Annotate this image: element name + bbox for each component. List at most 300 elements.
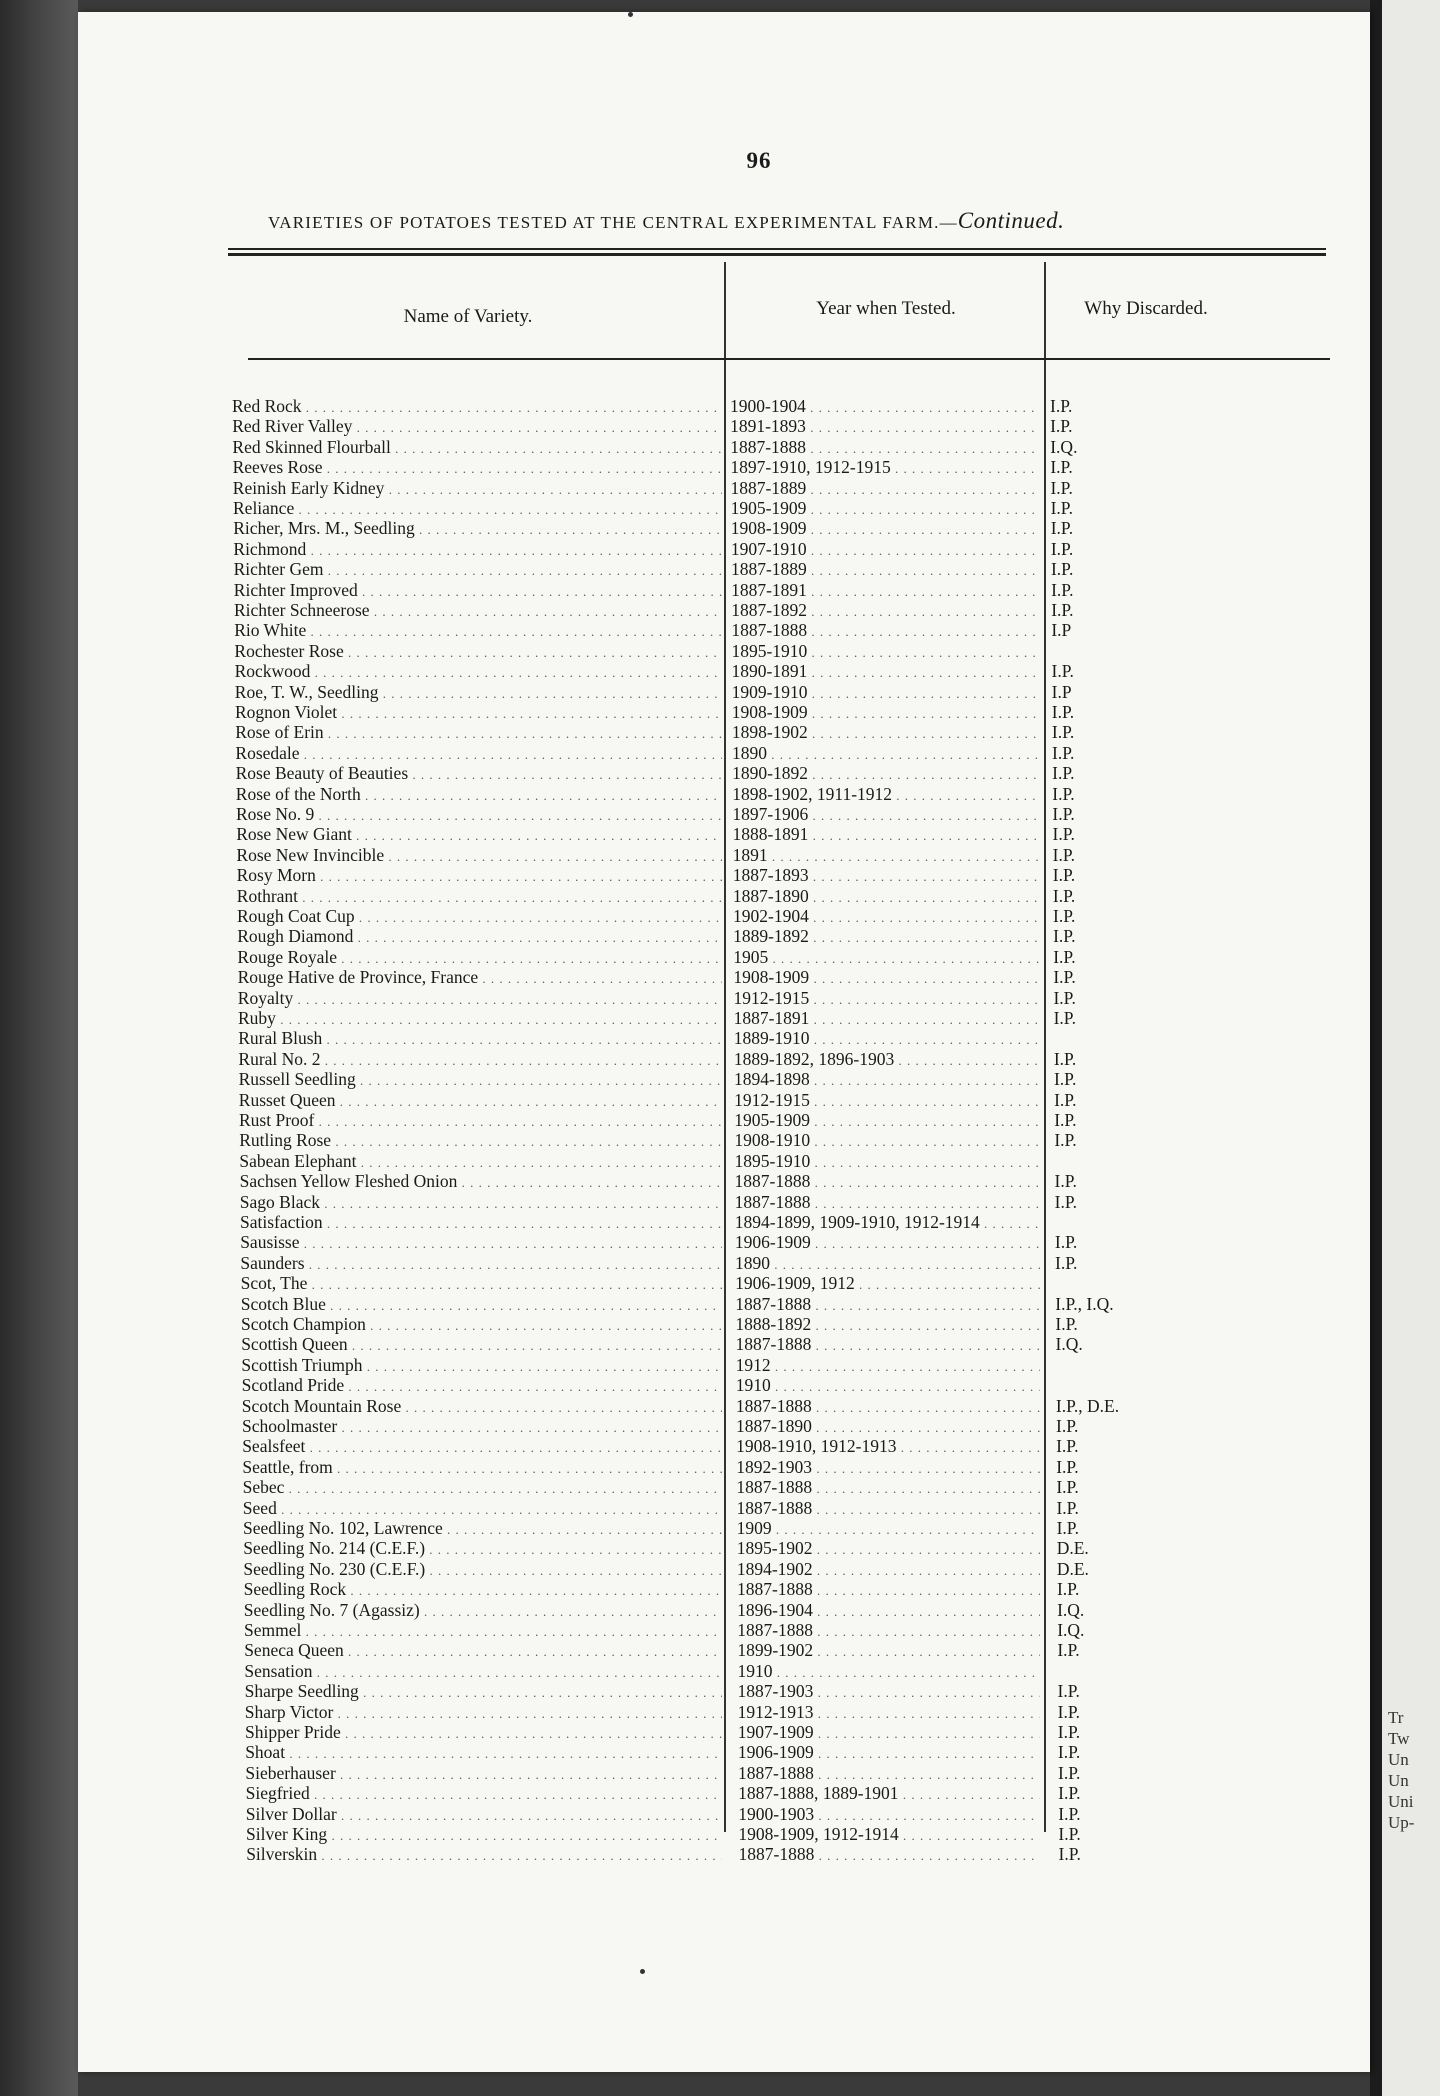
year-tested: 1898-1902, 1911-1912 . . . [732,784,1040,806]
variety-name: Scottish Triumph . . . [241,1355,722,1377]
table-row [78,1498,1370,1518]
why-discarded: I.Q. [1057,1620,1085,1640]
year-tested: 1908-1909 . . . [732,702,1040,724]
table-row [78,518,1370,538]
why-discarded: I.P [1051,681,1072,702]
year-tested: 1906-1909 . . . [738,1742,1040,1764]
speck [640,1969,645,1974]
table-row [78,1681,1370,1701]
year-tested: 1905-1909 . . . [734,1110,1040,1132]
why-discarded: I.Q. [1050,436,1078,457]
why-discarded: I.P., I.Q. [1055,1293,1114,1314]
table-row [78,641,1370,661]
year-tested: 1897-1910, 1912-1915 . . . [730,457,1040,479]
table-row [78,1375,1370,1395]
year-tested: 1891 . . . [733,845,1040,867]
variety-name: Saunders . . . [240,1253,722,1275]
variety-name: Seed . . . [243,1498,722,1520]
table-row [78,396,1370,416]
why-discarded: I.P. [1054,1232,1078,1253]
why-discarded: I.P. [1058,1783,1081,1804]
year-tested: 1906-1909, 1912 . . . [735,1273,1040,1295]
why-discarded: I.P. [1057,1681,1080,1702]
year-tested: 1887-1890 . . . [733,886,1040,908]
year-tested: 1894-1899, 1909-1910, 1912-1914 . . . [735,1212,1040,1234]
variety-name: Seedling No. 7 (Agassiz) . . . [244,1600,722,1622]
variety-name: Silver King . . . [246,1824,722,1846]
year-tested: 1908-1909 . . . [733,967,1040,989]
year-tested: 1908-1910 . . . [734,1130,1040,1152]
why-discarded: I.P. [1052,763,1075,784]
why-discarded: I.P [1051,620,1072,641]
year-tested: 1887-1888 . . . [730,437,1040,459]
table-row [78,457,1370,477]
table-row [78,1763,1370,1783]
year-tested: 1887-1891 . . . [734,1008,1040,1030]
table-row [78,1049,1370,1069]
table-row [78,743,1370,763]
variety-name: Reeves Rose . . . [233,457,722,479]
year-tested: 1889-1910 . . . [734,1028,1040,1050]
why-discarded: I.Q. [1055,1334,1083,1355]
year-tested: 1887-1893 . . . [733,865,1040,887]
variety-name: Sausisse . . . [240,1232,722,1254]
year-tested: 1896-1904 . . . [737,1600,1040,1622]
variety-name: Ruby . . . [238,1008,722,1030]
year-tested: 1900-1904 . . . [730,396,1040,418]
why-discarded: I.P. [1051,600,1074,620]
year-tested: 1889-1892, 1896-1903 . . . [734,1049,1040,1071]
table-row [78,1722,1370,1742]
table-row [78,559,1370,579]
variety-name: Sieberhauser . . . [245,1763,722,1785]
year-tested: 1888-1892 . . . [735,1314,1040,1336]
table-row [78,1416,1370,1436]
why-discarded: I.P. [1055,1314,1078,1334]
variety-name: Seneca Queen . . . [244,1640,722,1662]
why-discarded: I.P. [1052,783,1075,804]
why-discarded: I.P. [1050,416,1073,437]
variety-name: Richter Schneerose . . . [234,600,722,622]
adjacent-page-fragment: Tw [1388,1729,1410,1748]
why-discarded: D.E. [1056,1558,1089,1579]
table-row [78,1212,1370,1232]
variety-name: Rio White . . . [234,620,722,642]
year-tested: 1897-1906 . . . [732,804,1040,826]
year-tested: 1912 . . . [736,1355,1040,1377]
adjacent-page-fragment: Un [1388,1750,1409,1769]
year-tested: 1887-1888 . . . [737,1620,1040,1642]
table-row [78,580,1370,600]
why-discarded: I.P. [1056,1579,1080,1600]
variety-name: Rockwood . . . [235,661,722,683]
variety-name: Silver Dollar . . . [246,1804,722,1826]
variety-name: Scotch Blue . . . [241,1294,722,1316]
why-discarded: I.P. [1051,722,1075,743]
variety-name: Rouge Hative de Province, France . . . [238,967,722,989]
why-discarded: I.P. [1052,865,1076,886]
variety-name: Scotch Champion . . . [241,1314,722,1336]
year-tested: 1895-1910 . . . [731,641,1040,663]
variety-name: Sharp Victor . . . [245,1702,722,1724]
table-row [78,845,1370,865]
table-row [78,416,1370,436]
year-tested: 1905-1909 . . . [731,498,1040,520]
why-discarded: I.P. [1053,946,1076,967]
year-tested: 1888-1891 . . . [733,824,1040,846]
year-tested: 1912-1913 . . . [738,1702,1040,1724]
variety-name: Rose New Invincible . . . [236,845,722,867]
variety-name: Rough Coat Cup . . . [237,906,722,928]
page-number: 96 [746,148,772,173]
table-row [78,1742,1370,1762]
year-tested: 1909-1910 . . . [732,682,1040,704]
variety-name: Rose No. 9 . . . [236,804,722,826]
adjacent-page-fragment: Uni [1388,1792,1414,1811]
why-discarded: I.P. [1053,1048,1077,1069]
variety-name: Scotland Pride . . . [242,1375,722,1397]
year-tested: 1887-1888 . . . [731,620,1040,642]
table-row [78,865,1370,885]
year-tested: 1907-1909 . . . [738,1722,1040,1744]
table-row [78,498,1370,518]
variety-name: Seedling No. 230 (C.E.F.) . . . [243,1559,722,1581]
table-row [78,1151,1370,1171]
variety-name: Royalty . . . [238,988,722,1010]
year-tested: 1910 . . . [737,1661,1040,1683]
year-tested: 1887-1892 . . . [731,600,1040,622]
variety-name: Seattle, from . . . [242,1457,722,1479]
variety-name: Sensation . . . [244,1661,722,1683]
year-tested: 1912-1915 . . . [734,1090,1040,1112]
why-discarded: I.P. [1054,1089,1077,1110]
why-discarded: I.P. [1058,1762,1081,1783]
why-discarded: I.P. [1052,742,1075,763]
variety-name: Reliance . . . [233,498,722,520]
table-row [78,620,1370,640]
variety-name: Rothrant . . . [237,886,722,908]
variety-name: Russell Seedling . . . [239,1069,722,1091]
table-row [78,947,1370,967]
year-tested: 1890-1892 . . . [732,763,1040,785]
variety-name: Sabean Elephant . . . [239,1151,722,1173]
variety-name: Rural No. 2 . . . [238,1049,722,1071]
table-row [78,1844,1370,1864]
year-tested: 1889-1892 . . . [733,926,1040,948]
year-tested: 1906-1909 . . . [735,1232,1040,1254]
table-row [78,1008,1370,1028]
why-discarded: I.P. [1053,906,1076,926]
table-row [78,1355,1370,1375]
variety-name: Rouge Royale . . . [237,947,722,969]
variety-name: Rognon Violet . . . [235,702,722,724]
why-discarded: I.P. [1056,1477,1079,1498]
table-row [78,1130,1370,1150]
why-discarded: I.Q. [1057,1599,1085,1620]
table-row [78,1559,1370,1579]
table-row [78,1253,1370,1273]
year-tested: 1887-1888 . . . [736,1498,1040,1520]
variety-name: Rochester Rose . . . [234,641,722,663]
column-header-year: Year when Tested. [816,298,956,319]
table-row [78,1090,1370,1110]
variety-name: Sachsen Yellow Fleshed Onion . . . [240,1171,722,1193]
year-tested: 1887-1888 . . . [737,1579,1040,1601]
variety-name: Red Skinned Flourball . . . [232,437,722,459]
variety-name: Sealsfeet . . . [242,1436,722,1458]
year-tested: 1887-1888 . . . [735,1171,1040,1193]
why-discarded: I.P. [1050,498,1073,518]
why-discarded: I.P. [1053,967,1076,988]
year-tested: 1894-1902 . . . [737,1559,1040,1581]
table-row [78,600,1370,620]
variety-name: Rural Blush . . . [238,1028,722,1050]
why-discarded: I.P. [1054,1130,1077,1151]
year-tested: 1898-1902 . . . [732,722,1040,744]
variety-name: Rosedale . . . [235,743,722,765]
why-discarded: I.P. [1050,396,1073,416]
variety-name: Richmond . . . [233,539,722,561]
year-tested: 1890-1891 . . . [732,661,1040,683]
why-discarded: I.P. [1053,987,1076,1008]
why-discarded: I.P. [1056,1518,1079,1538]
year-tested: 1902-1904 . . . [733,906,1040,928]
header-rule-top [228,248,1326,250]
table-row [78,1110,1370,1130]
variety-name: Shipper Pride . . . [245,1722,722,1744]
table-row [78,1192,1370,1212]
table-row [78,824,1370,844]
variety-name: Seedling Rock . . . [244,1579,722,1601]
why-discarded: I.P. [1055,1252,1078,1273]
adjacent-page-fragment: Un [1388,1771,1409,1790]
table-row [78,1518,1370,1538]
year-tested: 1895-1902 . . . [737,1538,1040,1560]
table-row [78,1702,1370,1722]
table-title-continued: Continued. [957,208,1065,233]
why-discarded: I.P. [1053,1069,1077,1090]
year-tested: 1908-1909, 1912-1914 . . . [738,1824,1040,1846]
year-tested: 1894-1898 . . . [734,1069,1040,1091]
document-page [78,12,1370,2072]
table-row [78,804,1370,824]
variety-name: Sago Black . . . [240,1192,722,1214]
table-row [78,1579,1370,1599]
why-discarded: I.P. [1056,1416,1079,1436]
speck [628,12,633,17]
year-tested: 1887-1888 . . . [735,1192,1040,1214]
variety-name: Red River Valley . . . [232,416,722,438]
variety-name: Silverskin . . . [246,1844,722,1866]
adjacent-page-fragment: Tr [1388,1708,1404,1727]
variety-name: Rose Beauty of Beauties . . . [236,763,722,785]
year-tested: 1907-1910 . . . [731,539,1040,561]
table-row [78,1804,1370,1824]
table-row [78,1477,1370,1497]
year-tested: 1887-1888 . . . [735,1294,1040,1316]
why-discarded: I.P. [1056,1497,1079,1518]
why-discarded: I.P. [1050,457,1073,478]
year-tested: 1890 . . . [735,1253,1040,1275]
why-discarded: I.P. [1050,477,1073,498]
year-tested: 1887-1888 . . . [736,1396,1040,1418]
year-tested: 1887-1888 . . . [738,1763,1040,1785]
variety-name: Satisfaction . . . [240,1212,722,1234]
scan-gutter [1370,0,1382,2096]
year-tested: 1887-1889 . . . [731,559,1040,581]
variety-name: Scotch Mountain Rose . . . [242,1396,722,1418]
table-row [78,886,1370,906]
adjacent-page-fragment: Up- [1388,1813,1415,1832]
why-discarded: I.P. [1053,926,1076,947]
table-row [78,1232,1370,1252]
year-tested: 1905 . . . [733,947,1040,969]
table-row [78,906,1370,926]
variety-name: Rose of the North . . . [236,784,722,806]
year-tested: 1895-1910 . . . [734,1151,1040,1173]
table-row [78,1028,1370,1048]
table-title [268,208,1318,234]
table-row [78,1640,1370,1660]
table-row [78,702,1370,722]
year-tested: 1891-1893 . . . [730,416,1040,438]
table-row [78,1538,1370,1558]
why-discarded: I.P. [1057,1701,1081,1722]
why-discarded: I.P. [1057,1640,1080,1661]
why-discarded: I.P. [1058,1803,1081,1824]
why-discarded: I.P. [1057,1722,1081,1742]
year-tested: 1892-1903 . . . [736,1457,1040,1479]
table-row [78,478,1370,498]
table-row [78,539,1370,559]
year-tested: 1887-1888 . . . [736,1334,1040,1356]
table-row [78,722,1370,742]
why-discarded: I.P. [1057,1742,1081,1763]
year-tested: 1887-1888, 1889-1901 . . . [738,1783,1040,1805]
adjacent-page-text [1388,1707,1414,1833]
year-tested: 1908-1909 . . . [731,518,1040,540]
table-row [78,1334,1370,1354]
variety-name: Shoat . . . [245,1742,722,1764]
why-discarded: I.P. [1054,1110,1077,1130]
year-tested: 1887-1903 . . . [738,1681,1040,1703]
why-discarded: D.E. [1056,1538,1089,1559]
variety-name: Russet Queen . . . [239,1090,722,1112]
why-discarded: I.P. [1052,844,1075,865]
table-row [78,967,1370,987]
why-discarded: I.P. [1051,661,1074,682]
variety-name: Sharpe Seedling . . . [245,1681,722,1703]
variety-name: Rutling Rose . . . [239,1130,722,1152]
variety-name: Scot, The . . . [241,1273,722,1295]
table-row [78,1620,1370,1640]
table-row [78,682,1370,702]
table-row [78,1824,1370,1844]
year-tested: 1899-1902 . . . [737,1640,1040,1662]
why-discarded: I.P. [1050,518,1074,539]
why-discarded: I.P., D.E. [1055,1395,1120,1416]
year-tested: 1887-1888 . . . [736,1477,1040,1499]
variety-name: Roe, T. W., Seedling . . . [235,682,722,704]
table-row [78,763,1370,783]
adjacent-page-edge [1382,0,1440,2096]
column-header-name: Name of Variety. [403,306,533,327]
table-row [78,661,1370,681]
table-row [78,1783,1370,1803]
table-row [78,1661,1370,1681]
variety-name: Rust Proof . . . [239,1110,722,1132]
table-title-main: VARIETIES OF POTATOES TESTED AT THE CENTRAL EXPERIMENTAL FARM.— [268,213,958,232]
variety-name: Siegfried . . . [246,1783,722,1805]
year-tested: 1890 . . . [732,743,1040,765]
year-tested: 1887-1888 . . . [739,1844,1040,1866]
why-discarded: I.P. [1052,804,1075,824]
why-discarded: I.P. [1058,1844,1081,1865]
column-header-rule [248,358,1330,360]
variety-name: Richer, Mrs. M., Seedling . . . [233,518,722,540]
why-discarded: I.P. [1052,824,1075,845]
year-tested: 1887-1891 . . . [731,580,1040,602]
year-tested: 1910 . . . [736,1375,1040,1397]
why-discarded: I.P. [1056,1436,1079,1457]
variety-name: Richter Improved . . . [234,580,722,602]
table-row [78,988,1370,1008]
table-row [78,1396,1370,1416]
table-row [78,1436,1370,1456]
variety-name: Richter Gem . . . [234,559,722,581]
why-discarded: I.P. [1052,885,1076,906]
table-row [78,784,1370,804]
why-discarded: I.P. [1050,538,1074,559]
variety-name: Semmel . . . [244,1620,722,1642]
header-rule-double [228,253,1326,256]
why-discarded: I.P. [1058,1824,1081,1844]
year-tested: 1887-1890 . . . [736,1416,1040,1438]
table-row [78,1314,1370,1334]
variety-name: Red Rock . . . [232,396,722,418]
year-tested: 1900-1903 . . . [738,1804,1040,1826]
variety-name: Sebec . . . [243,1477,722,1499]
year-tested: 1909 . . . [737,1518,1040,1540]
year-tested: 1912-1915 . . . [733,988,1040,1010]
why-discarded: I.P. [1051,702,1075,722]
variety-name: Rosy Morn . . . [237,865,722,887]
year-tested: 1887-1889 . . . [730,478,1040,500]
variety-name: Schoolmaster . . . [242,1416,722,1438]
why-discarded: I.P. [1050,559,1074,580]
variety-name: Rose New Giant . . . [236,824,722,846]
table-row [78,1171,1370,1191]
why-discarded: I.P. [1054,1171,1077,1192]
scan-left-margin [0,0,78,2096]
variety-name: Rose of Erin . . . [235,722,722,744]
why-discarded: I.P. [1051,579,1074,600]
table-row [78,1600,1370,1620]
table-row [78,1273,1370,1293]
why-discarded: I.P. [1054,1191,1078,1212]
table-row [78,1069,1370,1089]
table-row [78,1457,1370,1477]
variety-name: Seedling No. 214 (C.E.F.) . . . [243,1538,722,1560]
table-row [78,1294,1370,1314]
table-row [78,437,1370,457]
column-header-why: Why Discarded. [1084,298,1208,319]
table-row [78,926,1370,946]
why-discarded: I.P. [1056,1456,1079,1477]
variety-name: Seedling No. 102, Lawrence . . . [243,1518,722,1540]
year-tested: 1908-1910, 1912-1913 . . . [736,1436,1040,1458]
variety-name: Scottish Queen . . . [241,1334,722,1356]
